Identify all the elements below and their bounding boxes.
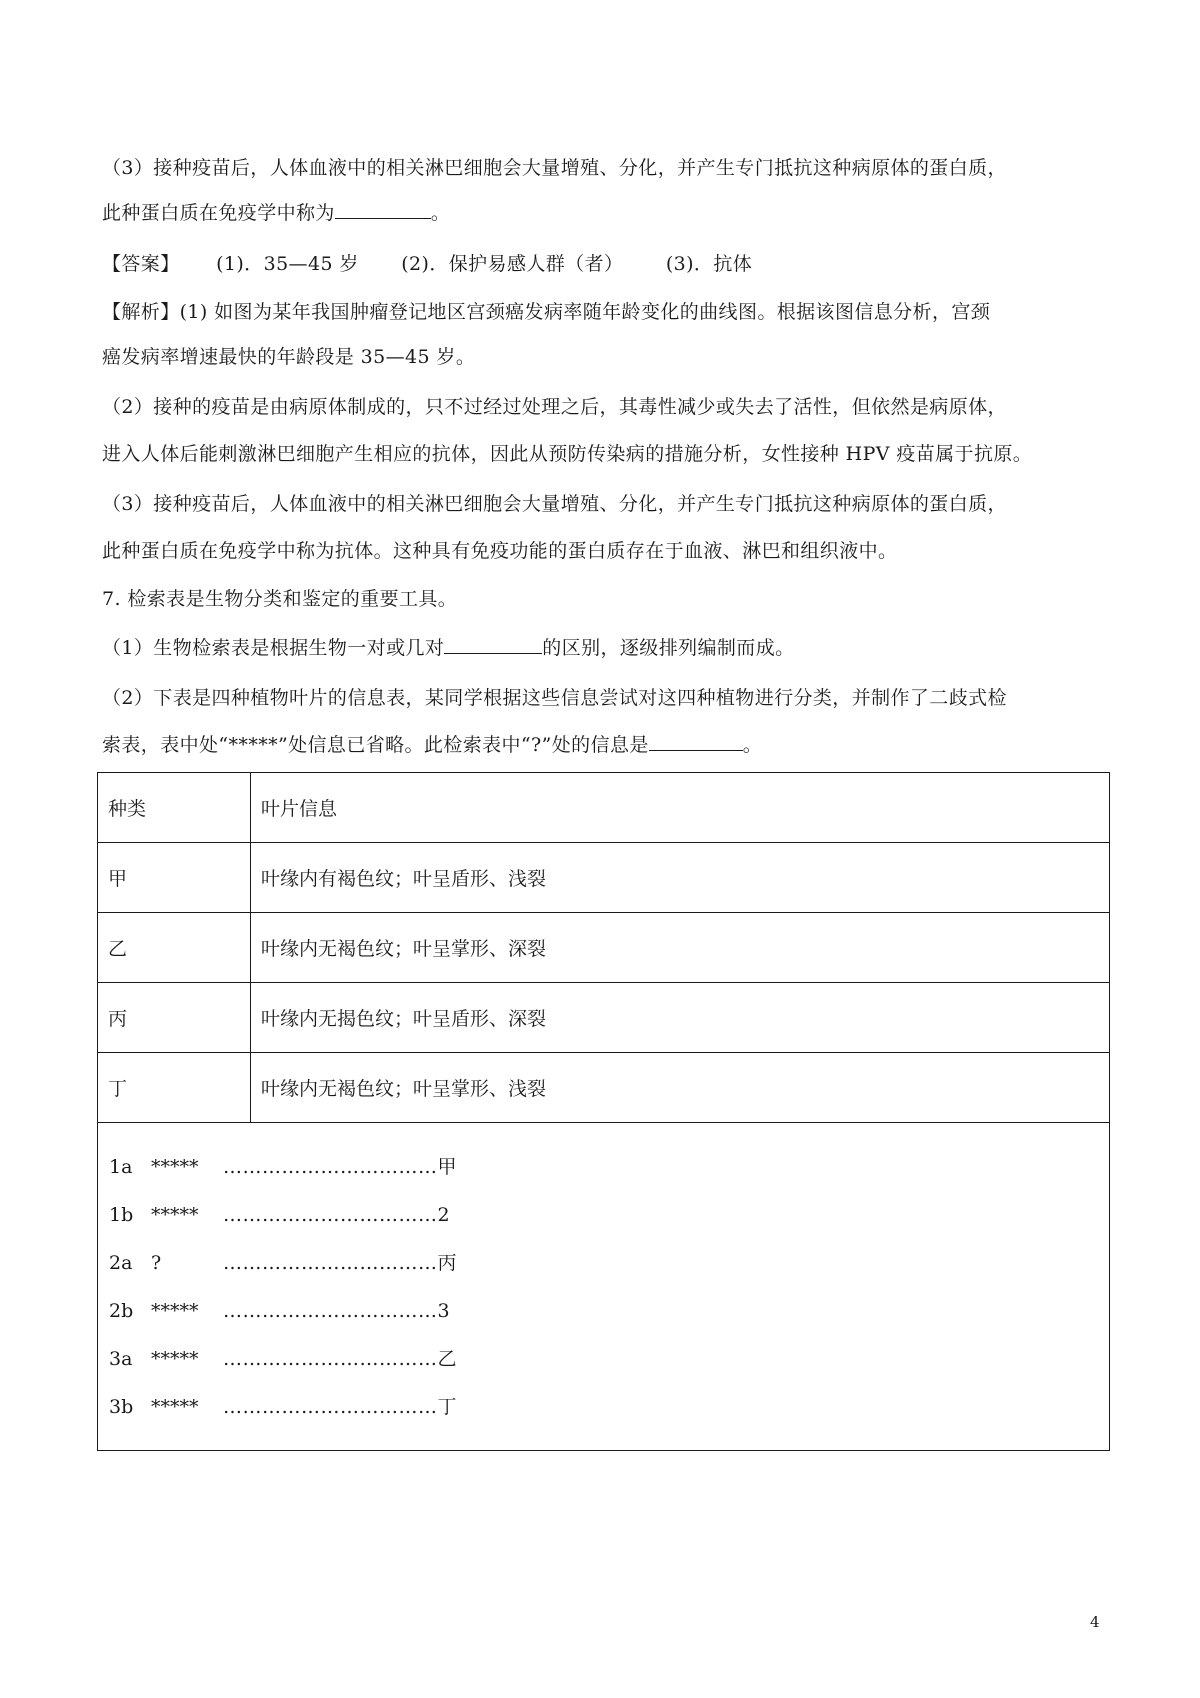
header-info: 叶片信息 [251,773,1110,843]
table-row [98,843,1110,913]
key-code: 3b [109,1396,134,1418]
key-entry [109,1296,450,1326]
key-code: 1b [109,1204,134,1226]
key-dots: …………………………… [223,1300,438,1322]
key-entry [109,1344,457,1374]
answer-blank [444,635,542,654]
key-code: 1a [109,1156,133,1178]
answer-item-3: (3)．抗体 [665,253,753,275]
key-entry [109,1248,457,1278]
answer-blank [335,200,431,219]
q7-part2-prefix: 索表，表中处“*****”处信息已省略。此检索表中“?”处的信息是 [102,734,649,756]
key-result: 3 [437,1300,450,1322]
key-condition: ***** [151,1396,199,1418]
key-dots: …………………………… [223,1348,438,1370]
answer-item-1: (1)．35—45 岁 [216,253,359,275]
q7-part2-line1: （2）下表是四种植物叶片的信息表，某同学根据这些信息尝试对这四种植物进行分类，并制作了二歧式检 [102,687,1007,709]
q6-part3-line2 [102,199,1112,227]
species-cell: 甲 [98,843,251,913]
table-header-row [98,773,1110,843]
key-row-container [98,1123,1110,1451]
key-dots: …………………………… [223,1252,438,1274]
key-condition: ***** [151,1348,199,1370]
answer-label: 【答案】 [102,253,180,275]
q7-part2-line2 [102,731,1112,759]
analysis-line2: 癌发病率增速最快的年龄段是 35—45 岁。 [102,346,476,368]
info-cell: 叶缘内无褐色纹；叶呈掌形、浅裂 [251,1053,1110,1123]
q7-part1-prefix: （1）生物检索表是根据生物一对或几对 [102,637,445,659]
dichotomous-key [98,1123,1110,1451]
page-number: 4 [1090,1613,1100,1631]
key-dots: …………………………… [223,1204,438,1226]
q6-part3-line1: （3）接种疫苗后，人体血液中的相关淋巴细胞会大量增殖、分化，并产生专门抵抗这种病原体的蛋白质， [102,157,1007,179]
key-result: 丙 [437,1252,457,1274]
species-cell: 丙 [98,983,251,1053]
table-row [98,983,1110,1053]
answer-blank [649,732,743,751]
key-dots: …………………………… [223,1396,438,1418]
key-code: 2b [109,1300,134,1322]
table-row [98,1053,1110,1123]
info-cell: 叶缘内无褐色纹；叶呈掌形、深裂 [251,913,1110,983]
key-condition: ***** [151,1204,199,1226]
key-result: 甲 [437,1156,457,1178]
key-condition: ***** [151,1156,199,1178]
q7-part2-suffix: 。 [742,734,763,756]
analysis-line1: 【解析】(1) 如图为某年我国肿瘤登记地区宫颈癌发病率随年龄变化的曲线图。根据该图信息分析，宫颈 [102,301,991,323]
key-code: 2a [109,1252,133,1274]
q6-part3-suffix: 。 [430,202,451,224]
q7-part1-suffix: 的区别，逐级排列编制而成。 [542,637,795,659]
q6-part3-prefix: 此种蛋白质在免疫学中称为 [102,202,335,224]
key-result: 丁 [437,1396,457,1418]
analysis-line4: 进入人体后能刺激淋巴细胞产生相应的抗体，因此从预防传染病的措施分析，女性接种 HPV 疫苗属于抗原。 [102,443,1033,465]
key-entry [109,1152,457,1182]
answer-item-2: (2)．保护易感人群（者） [401,253,624,275]
info-cell: 叶缘内有褐色纹；叶呈盾形、浅裂 [251,843,1110,913]
key-result: 乙 [437,1348,457,1370]
key-code: 3a [109,1348,133,1370]
leaf-info-table [97,772,1110,1451]
table-row [98,913,1110,983]
q7-part1 [102,634,1112,662]
header-species: 种类 [98,773,251,843]
key-condition: ***** [151,1300,199,1322]
analysis-line6: 此种蛋白质在免疫学中称为抗体。这种具有免疫功能的蛋白质存在于血液、淋巴和组织液中。 [102,540,898,562]
info-cell: 叶缘内无揭色纹；叶呈盾形、深裂 [251,983,1110,1053]
key-entry [109,1200,450,1230]
key-dots: …………………………… [223,1156,438,1178]
key-result: 2 [437,1204,450,1226]
key-entry [109,1392,457,1422]
species-cell: 乙 [98,913,251,983]
analysis-line3: （2）接种的疫苗是由病原体制成的，只不过经过处理之后，其毒性减少或失去了活性，但依然是病原体， [102,396,1007,418]
analysis-line5: （3）接种疫苗后，人体血液中的相关淋巴细胞会大量增殖、分化，并产生专门抵抗这种病原体的蛋白质， [102,493,1007,515]
answer-line [102,250,1112,278]
key-condition: ? [151,1252,162,1274]
species-cell: 丁 [98,1053,251,1123]
q7-stem: 7. 检索表是生物分类和鉴定的重要工具。 [102,588,458,610]
